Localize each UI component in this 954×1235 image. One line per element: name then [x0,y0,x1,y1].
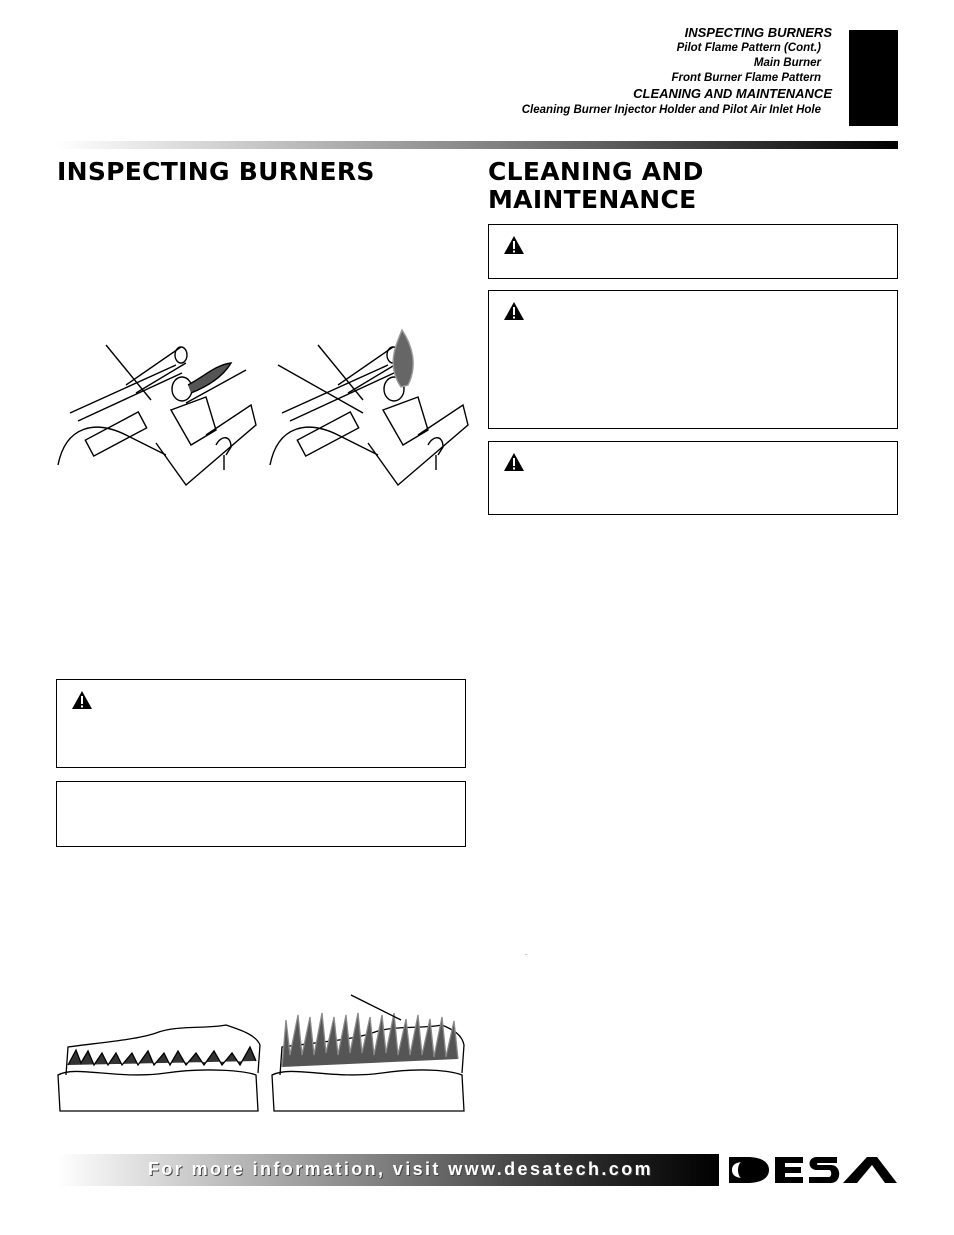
header-rule [56,141,898,149]
flames-incorrect [282,1013,458,1067]
warning-box-right-2 [488,290,898,429]
main-burner-flame-pattern-figure [56,995,466,1115]
log-correct [58,1070,258,1111]
warning-box-burner-left [56,679,466,768]
warning-triangle-icon [71,690,93,710]
pilot-flame-pattern-figure [56,325,466,475]
pilot-flame-incorrect [393,330,413,387]
flames-correct [68,1047,256,1065]
cleaning-heading-line1: CLEANING AND [488,157,704,186]
cleaning-heading-line2: MAINTENANCE [488,185,697,214]
footer-website-text[interactable]: For more information, visit www.desatech.com [148,1159,654,1179]
svg-text:DESA: DESA [525,955,528,956]
inspecting-burners-heading: INSPECTING BURNERS [57,157,375,186]
desa-logo [525,955,899,1185]
warning-triangle-icon [503,452,525,472]
warning-box-right-1 [488,224,898,279]
warning-triangle-icon [503,301,525,321]
header-item-front-burner-flame-pattern: Front Burner Flame Pattern [671,72,821,84]
warning-triangle-icon [503,235,525,255]
desa-logo-icon [525,955,899,1185]
pilot-flame-correct [188,363,231,393]
header-section-inspecting-burners: INSPECTING BURNERS [684,25,832,40]
header-item-main-burner: Main Burner [753,57,821,69]
notice-box-left [56,781,466,847]
warning-box-right-3 [488,441,898,515]
log-incorrect [272,1070,464,1111]
header-section-cleaning-maintenance: CLEANING AND MAINTENANCE [633,86,832,101]
header-item-pilot-flame-pattern: Pilot Flame Pattern (Cont.) [676,42,821,54]
page-tab-marker [849,30,898,126]
header-item-cleaning-injector: Cleaning Burner Injector Holder and Pilot Air Inlet Hole [521,104,821,116]
